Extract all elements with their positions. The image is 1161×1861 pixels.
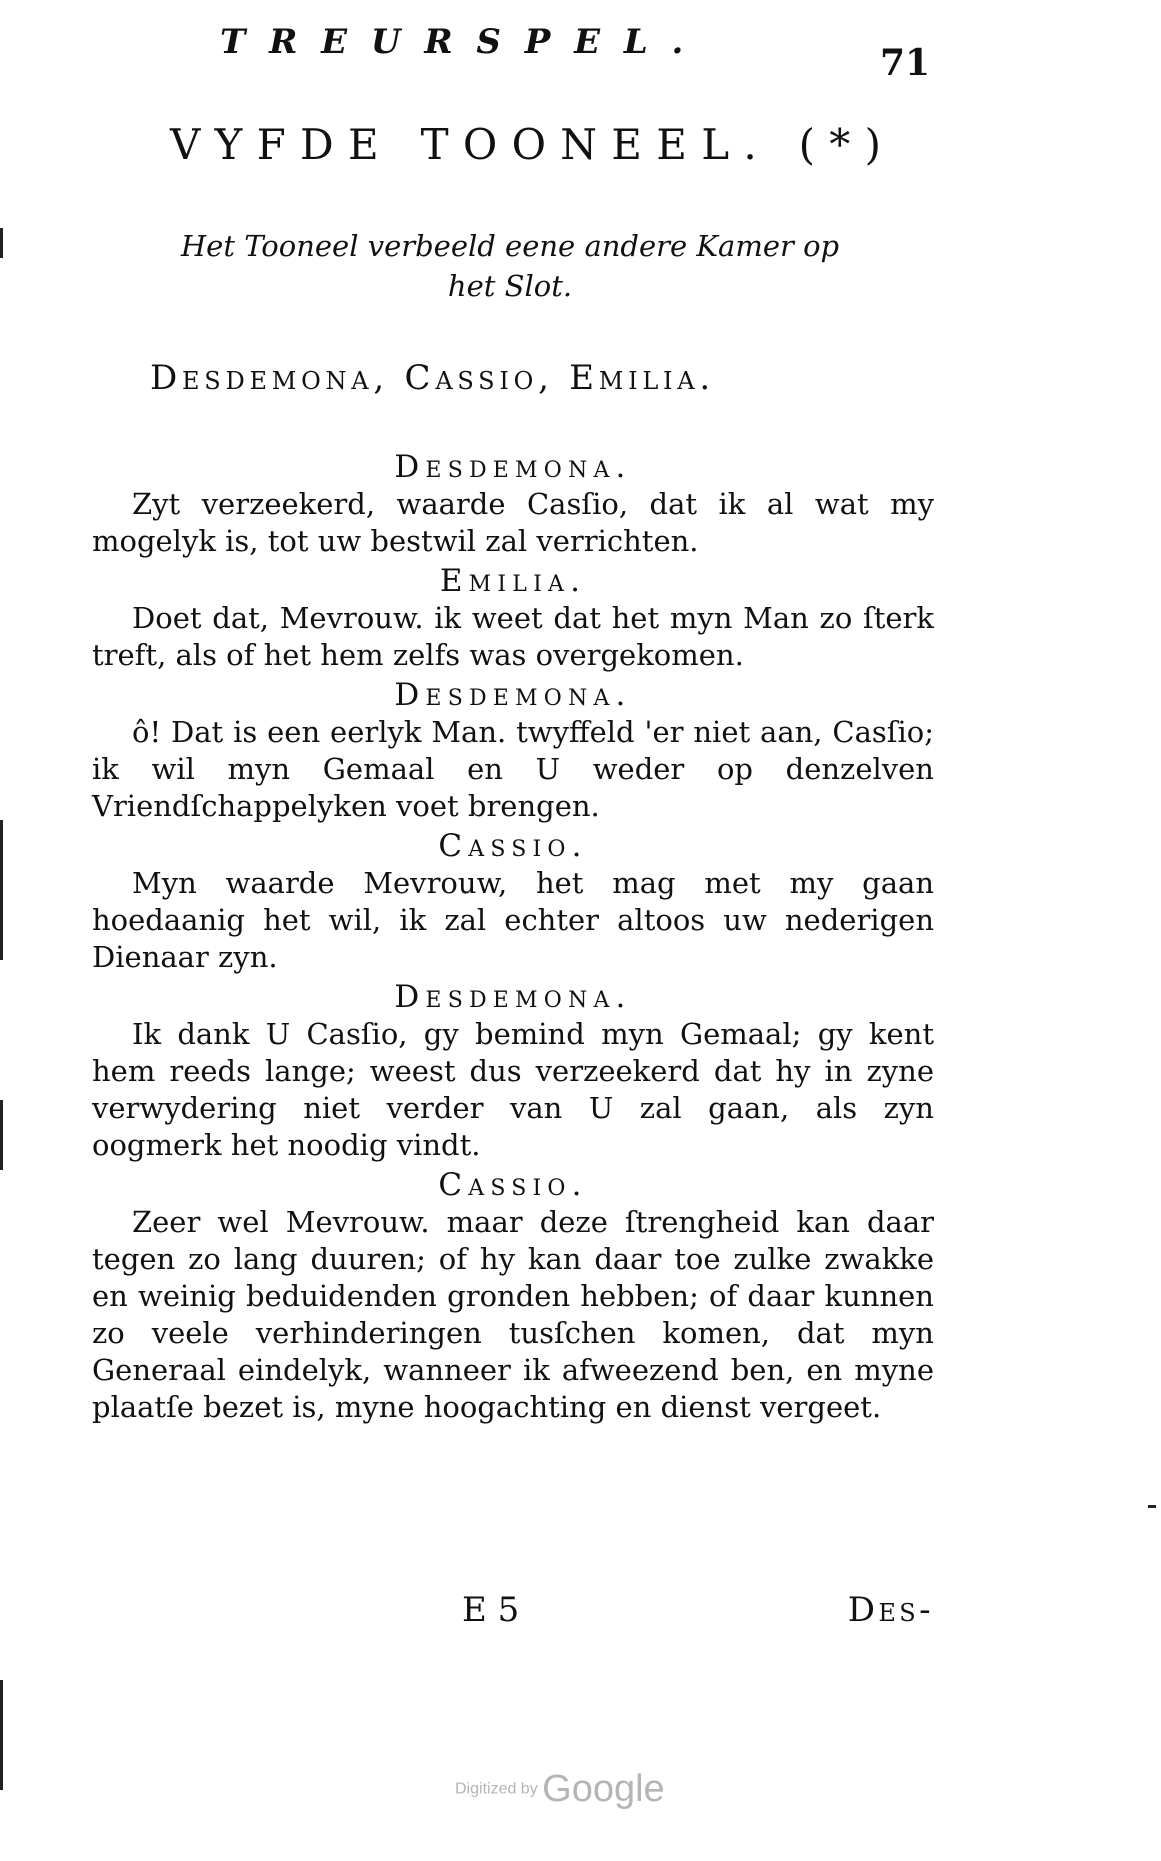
speaker-name: Desdemona. (394, 979, 632, 1015)
dialogue-block-1 (92, 448, 934, 560)
speech-text: Ik dank U Casſio, gy bemind myn Gemaal; gy kent hem reeds lange; weest dus verzeekerd dat hy in zyne verwydering niet verder van U zal gaan, als zyn oogmerk het noodig vindt. (92, 1017, 934, 1162)
speaker-name: Emilia. (439, 563, 587, 599)
scene-title: VYFDE TOONEEL. (*) (170, 120, 896, 169)
stage-direction (120, 226, 900, 306)
catchline (92, 1590, 934, 1634)
running-head: TREURSPEL. (220, 22, 708, 62)
stage-direction-line-2: het Slot. (447, 269, 573, 303)
scan-edge-mark (0, 228, 3, 258)
dialogue-block-5 (92, 978, 934, 1164)
page-number: 71 (880, 42, 931, 84)
speech-text: Zeer wel Mevrouw. maar deze ſtrengheid kan daar tegen zo lang duuren; of hy kan daar toe zulke zwakke en weinig beduidenden gronden hebben; of daar kunnen zo veele verhinderingen tusſchen komen, dat myn Generaal eindelyk, wanneer ik afweezend ben, en myne plaatſe bezet is, myne hoogachting en dienst vergeet. (92, 1205, 934, 1424)
scan-edge-mark (0, 820, 3, 960)
signature-mark: E 5 (462, 1590, 520, 1630)
google-logo: Google (542, 1768, 665, 1810)
dialogue-block-6 (92, 1166, 934, 1426)
characters-line: Desdemona, Cassio, Emilia. (150, 358, 715, 398)
dialogue-block-2 (92, 562, 934, 674)
scan-edge-mark (0, 1680, 3, 1790)
speech-text: ô! Dat is een eerlyk Man. twyffeld 'er niet aan, Casſio; ik wil myn Gemaal en U weder op denzelven Vriendſchappelyken voet brengen. (92, 715, 934, 823)
speaker-name: Desdemona. (394, 677, 632, 713)
catchword: Des- (847, 1590, 934, 1630)
scan-edge-mark (1148, 1505, 1156, 1508)
dialogue-block-3 (92, 676, 934, 825)
speech-text: Doet dat, Mevrouw. ik weet dat het myn Man zo ſterk treft, als of het hem zelfs was overgekomen. (92, 601, 934, 672)
speech-text: Myn waarde Mevrouw, het mag met my gaan hoedaanig het wil, ik zal echter altoos uw nederigen Dienaar zyn. (92, 866, 934, 974)
watermark-prefix: Digitized by (455, 1780, 538, 1798)
scan-edge-mark (0, 1100, 3, 1170)
speech-text: Zyt verzeekerd, waarde Casſio, dat ik al wat my mogelyk is, tot uw bestwil zal verrichten. (92, 487, 934, 558)
dialogue-block-4 (92, 827, 934, 976)
digitized-watermark (455, 1768, 665, 1811)
dialogue (92, 448, 934, 1428)
speaker-name: Cassio. (438, 828, 588, 864)
stage-direction-line-1: Het Tooneel verbeeld eene andere Kamer op (180, 229, 840, 263)
speaker-name: Cassio. (438, 1167, 588, 1203)
speaker-name: Desdemona. (394, 449, 632, 485)
